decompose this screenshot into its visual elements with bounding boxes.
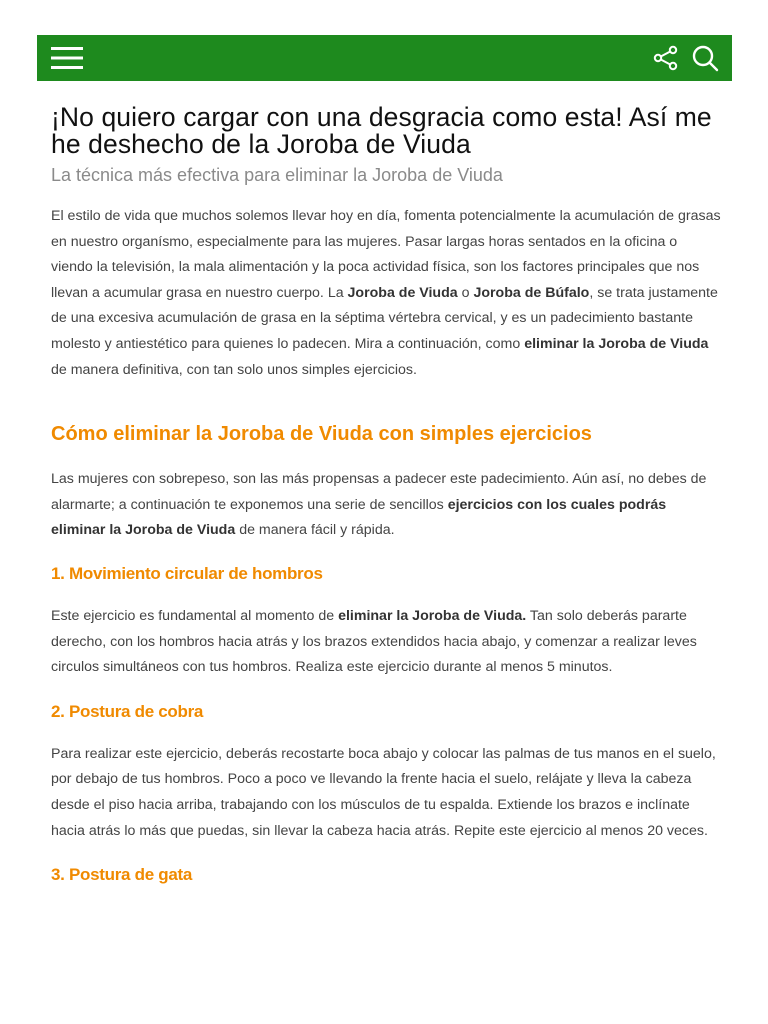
step-2-paragraph: Para realizar este ejercicio, deberás recostarte boca abajo y colocar las palmas de tus manos en el suelo, por debajo de tus hombros. Poco a poco ve llevando la frente hacia el suelo, relájate y lleva la cabeza desde el piso hacia arriba, trabajando con los músculos de tu espalda. Extiende los brazos e inclínate hacia atrás lo más que puedas, sin llevar la cabeza hacia atrás. Repite este ejercicio al menos 20 veces. [51, 745, 716, 839]
keyword-joroba-de-viuda: Joroba de Viuda [347, 284, 458, 301]
search-icon[interactable] [691, 44, 719, 72]
section-intro-paragraph: Las mujeres con sobrepeso, son las más propensas a padecer este padecimiento. Aún así, no debes de alarmarte; a continuación te exponemos una serie de sencillos ejercicios con los cuales podrás eliminar la Joroba de Viuda de manera fácil y rápida. [51, 471, 707, 539]
step-1-heading: 1. Movimiento circular de hombros [51, 563, 323, 583]
section-heading: Cómo eliminar la Joroba de Viuda con simples ejercicios [51, 423, 592, 446]
keyword-joroba-de-bufalo: Joroba de Búfalo [473, 284, 590, 301]
article-content [51, 104, 721, 887]
keyword-eliminar-joroba: eliminar la Joroba de Viuda [524, 335, 709, 352]
top-navigation-bar [37, 35, 732, 81]
step-1-paragraph: Este ejercicio es fundamental al momento de eliminar la Joroba de Viuda. Tan solo deberás pararte derecho, con los hombros hacia atrás y los brazos extendidos hacia abajo, y comenzar a realizar leves circulos simultáneos con tus hombros. Realiza este ejercicio durante al menos 5 minutos. [51, 607, 697, 676]
article-subtitle: La técnica más efectiva para eliminar la Joroba de Viuda [51, 165, 503, 185]
step-3-heading: 3. Postura de gata [51, 865, 193, 885]
intro-paragraph: El estilo de vida que muchos solemos llevar hoy en día, fomenta potencialmente la acumulación de grasas en nuestro organísmo, especialmente para las mujeres. Pasar largas horas sentados en la oficina o viendo la televisión, la mala alimentación y la poca actividad física, son los factores principales que nos llevan a acumular grasa en nuestro cuerpo. La Joroba de Viuda o Joroba de Búfalo, se trata justamente de una excesiva acumulación de grasa en la séptima vértebra cervical, y es un padecimiento bastante molesto y antiestético para quienes lo padecen. Mira a continuación, como eliminar la Joroba de Viuda de manera definitiva, con tan solo unos simples ejercicios. [51, 208, 721, 378]
step-2-heading: 2. Postura de cobra [51, 701, 204, 721]
hamburger-menu-icon[interactable] [51, 46, 83, 70]
article-title: ¡No quiero cargar con una desgracia como esta! Así me he deshecho de la Joroba de Viuda [51, 102, 712, 159]
share-icon[interactable] [653, 45, 679, 71]
keyword-eliminar-joroba-step1: eliminar la Joroba de Viuda. [338, 607, 527, 624]
keyword-ejercicios: ejercicios con los cuales podrás eliminar la Joroba de Viuda [51, 496, 667, 539]
